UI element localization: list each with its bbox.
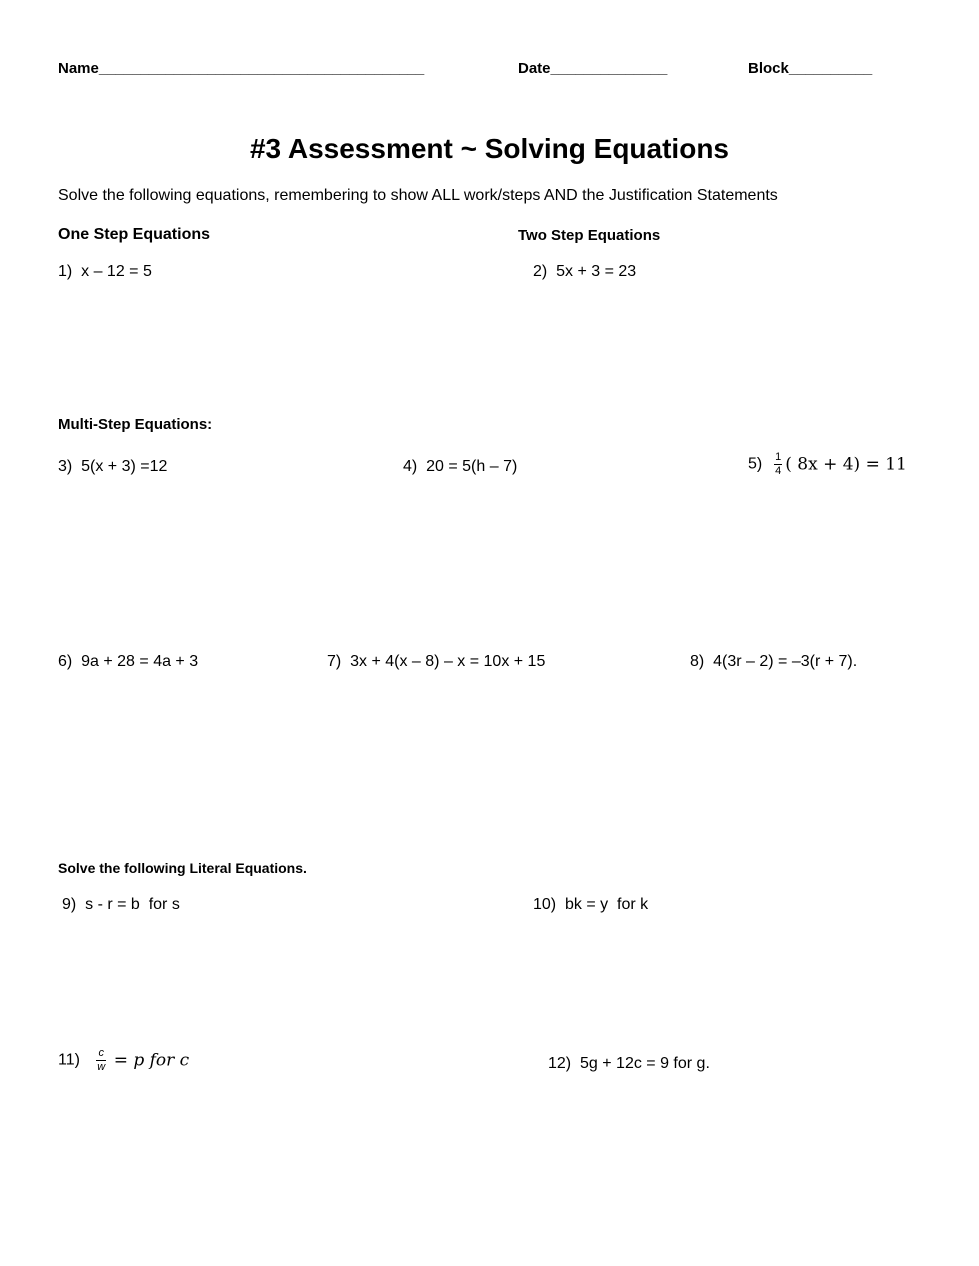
date-field-label: Date______________: [518, 60, 668, 77]
problem-equation: 5x + 3 = 23: [556, 263, 637, 280]
problem-number: 2): [533, 263, 548, 280]
problem-number: 9): [62, 896, 77, 913]
problem-10: [533, 896, 648, 914]
block-field-label: Block__________: [748, 60, 873, 77]
problem-number: 1): [58, 263, 73, 280]
problem-number: 8): [690, 653, 705, 670]
problem-number: 11): [58, 1051, 80, 1069]
problem-11: [58, 1048, 189, 1073]
problem-12: [548, 1055, 710, 1073]
page-title: #3 Assessment ~ Solving Equations: [249, 133, 729, 164]
instructions: Solve the following equations, remembering to show ALL work/steps AND the Justification Statements: [58, 187, 778, 204]
problem-number: 10): [533, 896, 557, 913]
fraction: [774, 452, 782, 477]
problem-equation: 3x + 4(x – 8) – x = 10x + 15: [350, 653, 546, 670]
problem-1: [58, 263, 152, 281]
fraction-denominator: 4: [775, 465, 782, 477]
section-two-step: Two Step Equations: [518, 227, 661, 244]
section-multi-step: Multi-Step Equations:: [58, 416, 213, 433]
fraction-denominator: w: [97, 1061, 106, 1073]
problem-equation: 20 = 5(h – 7): [426, 458, 518, 475]
problem-2: [533, 263, 636, 281]
problem-number: 12): [548, 1055, 572, 1072]
fraction: [96, 1048, 106, 1073]
problem-4: [403, 458, 517, 476]
problem-equation: 4(3r – 2) = –3(r + 7).: [713, 653, 858, 670]
problem-6: [58, 653, 198, 671]
problem-8: [690, 653, 857, 671]
problem-number: 3): [58, 458, 73, 475]
problem-equation: = p for c: [113, 1050, 190, 1071]
problem-3: [58, 458, 167, 476]
problem-number: 5): [748, 455, 763, 473]
problem-number: 6): [58, 653, 73, 670]
problem-equation: 9a + 28 = 4a + 3: [81, 653, 199, 670]
section-literal: Solve the following Literal Equations.: [58, 860, 307, 876]
problem-5: [748, 452, 907, 477]
problem-number: 7): [327, 653, 342, 670]
problem-equation: ( 8x + 4) = 11: [785, 454, 907, 475]
problem-equation: 5g + 12c = 9 for g.: [580, 1055, 710, 1072]
name-field-label: Name_______________________________________: [58, 60, 425, 77]
fraction-numerator: 1: [775, 451, 782, 463]
problem-equation: 5(x + 3) =12: [81, 458, 168, 475]
problem-9: [62, 896, 180, 914]
fraction-numerator: c: [96, 1048, 106, 1061]
problem-number: 4): [403, 458, 418, 475]
problem-7: [327, 653, 545, 671]
problem-equation: x – 12 = 5: [81, 263, 152, 280]
problem-equation: s - r = b for s: [85, 896, 180, 913]
problem-equation: bk = y for k: [565, 896, 649, 913]
section-one-step: One Step Equations: [58, 226, 211, 243]
